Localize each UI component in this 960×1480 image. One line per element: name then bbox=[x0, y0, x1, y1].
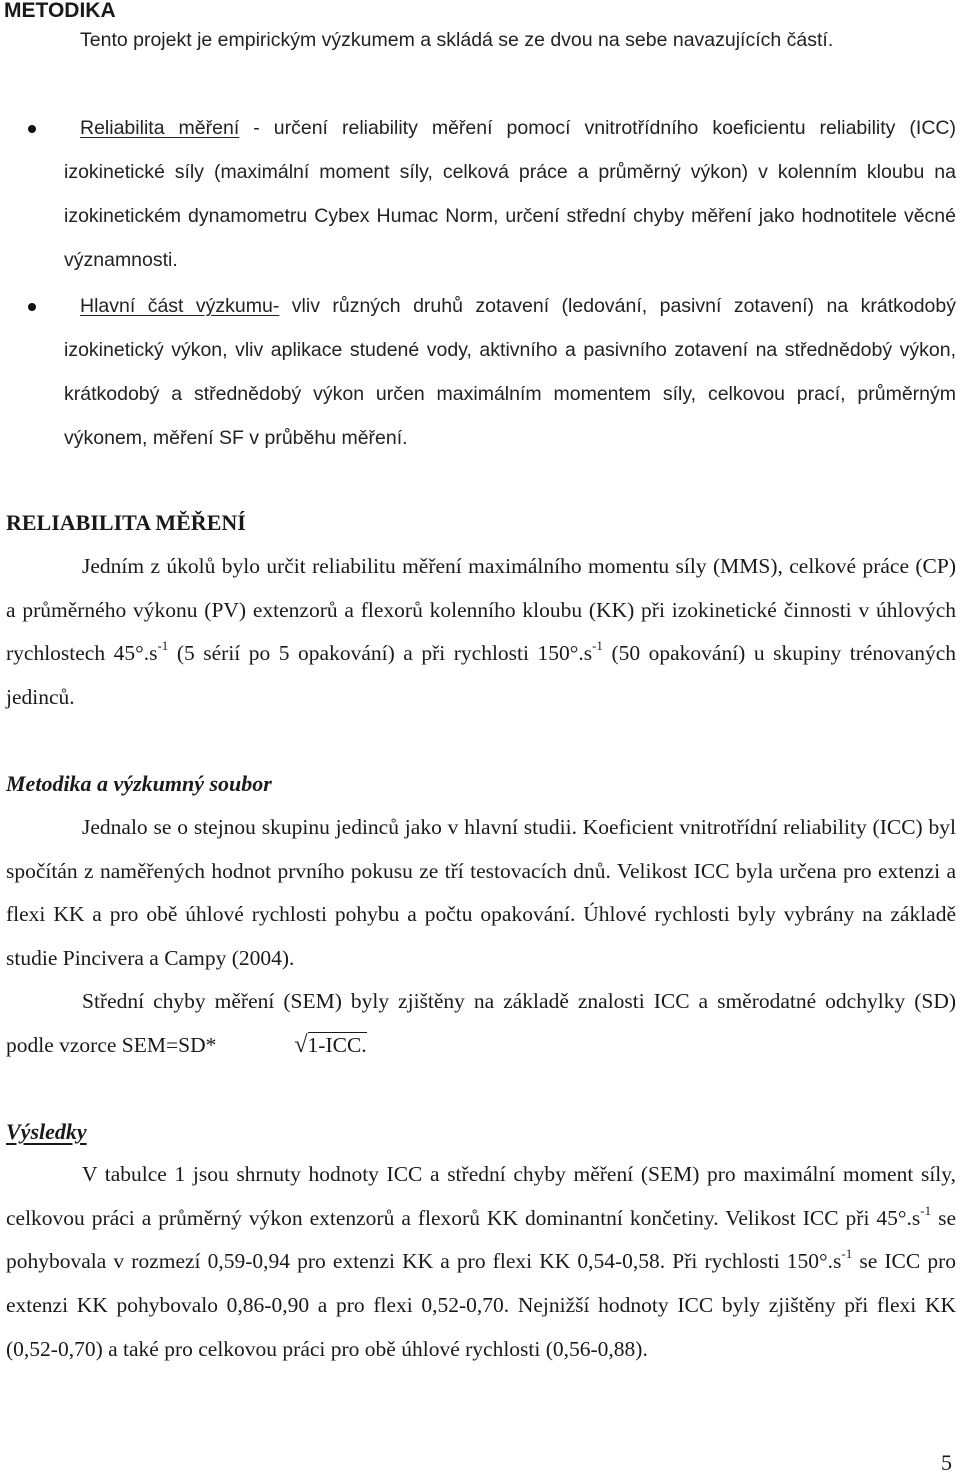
bullet-title: Reliabilita měření bbox=[80, 117, 240, 139]
vysledky-text-c: se ICC pro extenzi KK pohybovalo 0,86-0,90 a pro flexi 0,52-0,70. Nejnižší hodnoty ICC byly zjištěny při flexi KK (0,52-0,70) a také pro celkovou práci pro obě úhlové rychlosti (0,56-0,88). bbox=[6, 1249, 956, 1361]
reliabilita-text-c: (50 opakování) u skupiny trénovaných jedinců. bbox=[6, 641, 956, 710]
metodika-text-1: Jednalo se o stejnou skupinu jedinců jako v hlavní studii. Koeficient vnitrotřídní reliability (ICC) byl spočítán z naměřených hodnot prvního pokusu ze tří testovacích dnů. Velikost ICC byla určena pro extenzi a flexi KK a pro obě úhlové rychlosti pohybu a počtu opakování. Úhlové rychlosti byly vybrány na základě studie Pincivera a Campy (2004). bbox=[6, 815, 956, 971]
reliabilita-text-a: Jedním z úkolů bylo určit reliabilitu měření maximálního momentu síly (MMS), celkové práce (CP) a průměrného výkonu (PV) extenzorů a flexorů kolenního kloubu (KK) při izokinetické činnosti v úhlových rychlostech 45°.s bbox=[6, 554, 956, 666]
sqrt-radical: √ bbox=[294, 1031, 308, 1058]
reliabilita-paragraph bbox=[6, 545, 956, 720]
bullet-text: - určení reliability měření pomocí vnitrotřídního koeficientu reliability (ICC) izokinetické síly (maximální moment síly, celková práce a průměrný výkon) v kolenním kloubu na izokinetickém dynamometru Cybex Humac Norm, určení střední chyby měření jako hodnotitele věcné významnosti. bbox=[64, 117, 956, 271]
metodika-text-2a: Střední chyby měření (SEM) byly zjištěny na základě znalosti ICC a směrodatné odchylky (SD) podle vzorce SEM=SD* bbox=[6, 989, 956, 1057]
sqrt-symbol bbox=[216, 1024, 366, 1068]
bullet-paragraph bbox=[0, 106, 956, 282]
superscript: -1 bbox=[841, 1246, 853, 1262]
heading-metodika-vyzkumny-soubor: Metodika a výzkumný soubor bbox=[6, 771, 272, 796]
page-number: 5 bbox=[941, 1450, 952, 1475]
bullet-title: Hlavní část výzkumu- bbox=[80, 295, 280, 317]
metodika-paragraph-1 bbox=[6, 806, 956, 981]
superscript: -1 bbox=[157, 638, 169, 654]
heading-vysledky: Výsledky bbox=[6, 1119, 87, 1144]
superscript: -1 bbox=[592, 638, 603, 654]
sqrt-body: 1-ICC. bbox=[307, 1032, 367, 1057]
bullet-text: vliv různých druhů zotavení (ledování, pasivní zotavení) na krátkodobý izokinetický výkon, vliv aplikace studené vody, aktivního a pasivního zotavení na střednědobý výkon, krátkodobý a střednědobý výkon určen maximálním momentem síly, celkovou prací, průměrným výkonem, měření SF v průběhu měření. bbox=[64, 295, 956, 449]
intro-paragraph bbox=[4, 18, 956, 62]
vysledky-text-a: V tabulce 1 jsou shrnuty hodnoty ICC a střední chyby měření (SEM) pro maximální moment síly, celkovou práci a průměrný výkon extenzorů a flexorů KK dominantní končetiny. Velikost ICC při 45°.s bbox=[6, 1162, 956, 1230]
reliabilita-text-b: (5 sérií po 5 opakování) a při rychlosti 150°.s bbox=[168, 641, 593, 666]
vysledky-paragraph bbox=[6, 1153, 956, 1372]
heading-reliabilita-mereni: RELIABILITA MĚŘENÍ bbox=[6, 510, 246, 535]
heading-metodika: METODIKA bbox=[4, 0, 116, 22]
vysledky-text-b: se pohybovala v rozmezí 0,59-0,94 pro extenzi KK a pro flexi KK 0,54-0,58. Při rychlosti 150°.s bbox=[6, 1205, 956, 1274]
bullet-paragraph bbox=[0, 284, 956, 460]
superscript: -1 bbox=[920, 1202, 932, 1218]
intro-text: Tento projekt je empirickým výzkumem a skládá se ze dvou na sebe navazujících částí. bbox=[80, 29, 834, 51]
metodika-paragraph-2 bbox=[6, 980, 956, 1067]
